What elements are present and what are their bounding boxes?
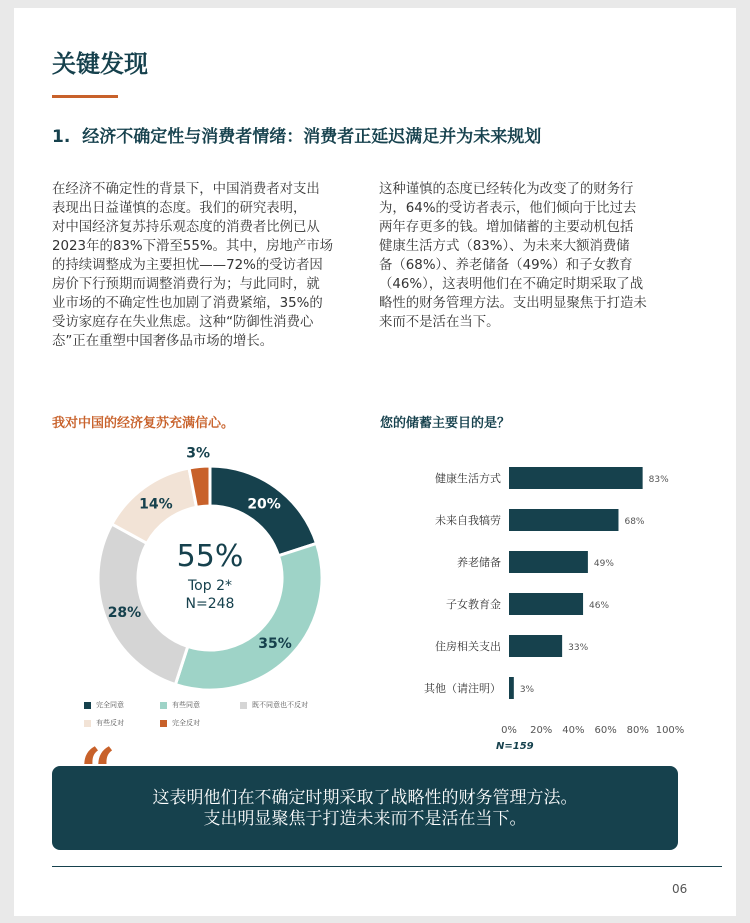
donut-center-line1: Top 2* [188,578,232,594]
bar [509,677,514,699]
page-heading: 关键发现 [52,50,148,78]
legend-label: 完全反对 [172,719,200,727]
bar-category-label: 住房相关支出 [435,640,501,653]
heading-underline [52,95,118,98]
legend-swatch [160,720,167,727]
left-paragraph-line: 表现出日益谨慎的态度。我们的研究表明， [52,201,307,216]
bar-category-label: 其他（请注明） [424,682,501,695]
bar [509,467,643,489]
right-paragraph-line: （46%），这表明他们在不确定时期采取了战 [379,277,644,292]
legend-item [160,718,200,728]
bar-value-label: 83% [648,475,669,485]
x-tick-label: 100% [655,725,685,736]
legend-item [84,718,124,728]
legend-swatch [160,702,167,709]
bar-value-label: 3% [519,685,535,695]
x-tick-label: 80% [626,725,649,736]
right-paragraph-line: 这种谨慎的态度已经转化为改变了的财务行 [379,182,634,197]
quote-line: 支出明显聚焦于打造未来而不是活在当下。 [203,809,527,829]
donut-chart [70,440,370,690]
x-tick-label: 40% [562,725,585,736]
right-paragraph-line: 来而不是活在当下。 [379,315,500,330]
bar-category-label: 健康生活方式 [435,472,501,485]
right-paragraph-line: 备（68%）、养老储备（49%）和子女教育 [379,258,633,273]
right-paragraph-line: 健康生活方式（83%）、为未来大额消费储 [379,239,630,254]
bar-category-label: 未来自我犒劳 [435,514,501,527]
legend-label: 既不同意也不反对 [252,701,308,709]
section-title [52,122,541,147]
legend-item [84,700,124,710]
donut-chart-title: 我对中国的经济复苏充满信心。 [52,416,235,431]
page-number: 06 [672,882,688,896]
quote-line: 这表明他们在不确定时期采取了战略性的财务管理方法。 [152,788,578,808]
quote-text [52,788,678,830]
donut-value-label: 20% [247,496,281,513]
donut-value-label: 3% [186,445,211,462]
bar-category-label: 子女教育金 [446,598,501,611]
legend-item [240,700,308,710]
donut-center-value: 55% [176,539,244,574]
bar [509,509,618,531]
x-tick-label: 20% [530,725,553,736]
bar-chart-title: 您的储蓄主要目的是？ [380,416,511,431]
legend-swatch [84,702,91,709]
right-paragraph-line: 为，64%的受访者表示，他们倾向于比过去 [379,201,637,216]
footer-rule [52,866,722,867]
bar-value-label: 46% [589,601,610,611]
donut-value-label: 35% [258,636,292,653]
bar-value-label: 33% [568,643,589,653]
left-paragraph-line: 对中国经济复苏持乐观态度的消费者比例已从 [52,220,320,235]
legend-swatch [84,720,91,727]
left-paragraph-line: 房价下行预期而调整消费行为；与此同时，就 [52,277,320,292]
section-title-text: 经济不确定性与消费者情绪：消费者正延迟满足并为未来规划 [82,127,542,147]
right-paragraph-line: 略性的财务管理方法。支出明显聚焦于打造未 [379,296,647,311]
section-number: 1. [52,127,71,147]
bar [509,551,588,573]
quote-mark-icon: “ [80,734,116,807]
bar-chart-note: N=159 [496,741,534,752]
legend-swatch [240,702,247,709]
bar [509,593,583,615]
left-paragraph-line: 的持续调整成为主要担忧——72%的受访者因 [52,258,323,273]
x-tick-label: 0% [501,725,517,736]
x-tick-label: 60% [594,725,617,736]
legend-label: 有些同意 [172,701,200,709]
bar-value-label: 68% [624,517,645,527]
left-paragraph-line: 在经济不确定性的背景下，中国消费者对支出 [52,182,320,197]
left-paragraph [52,180,372,351]
legend-label: 有些反对 [96,719,124,727]
right-paragraph-line: 两年存更多的钱。增加储蓄的主要动机包括 [379,220,634,235]
right-paragraph [379,180,697,332]
donut-center-line2: N=248 [185,596,235,612]
left-paragraph-line: 受访家庭存在失业焦虑。这种“防御性消费心 [52,315,314,330]
legend-item [160,700,200,710]
left-paragraph-line: 2023年的83%下滑至55%。其中，房地产市场 [52,239,334,254]
legend-label: 完全同意 [96,701,124,709]
bar [509,635,562,657]
donut-value-label: 14% [139,496,173,513]
left-paragraph-line: 态”正在重塑中国奢侈品市场的增长。 [52,334,274,349]
left-paragraph-line: 业市场的不确定性也加剧了消费紧缩，35%的 [52,296,323,311]
donut-value-label: 28% [107,604,142,621]
bar-value-label: 49% [593,559,614,569]
bar-chart [380,455,700,755]
bar-category-label: 养老储备 [457,556,501,569]
